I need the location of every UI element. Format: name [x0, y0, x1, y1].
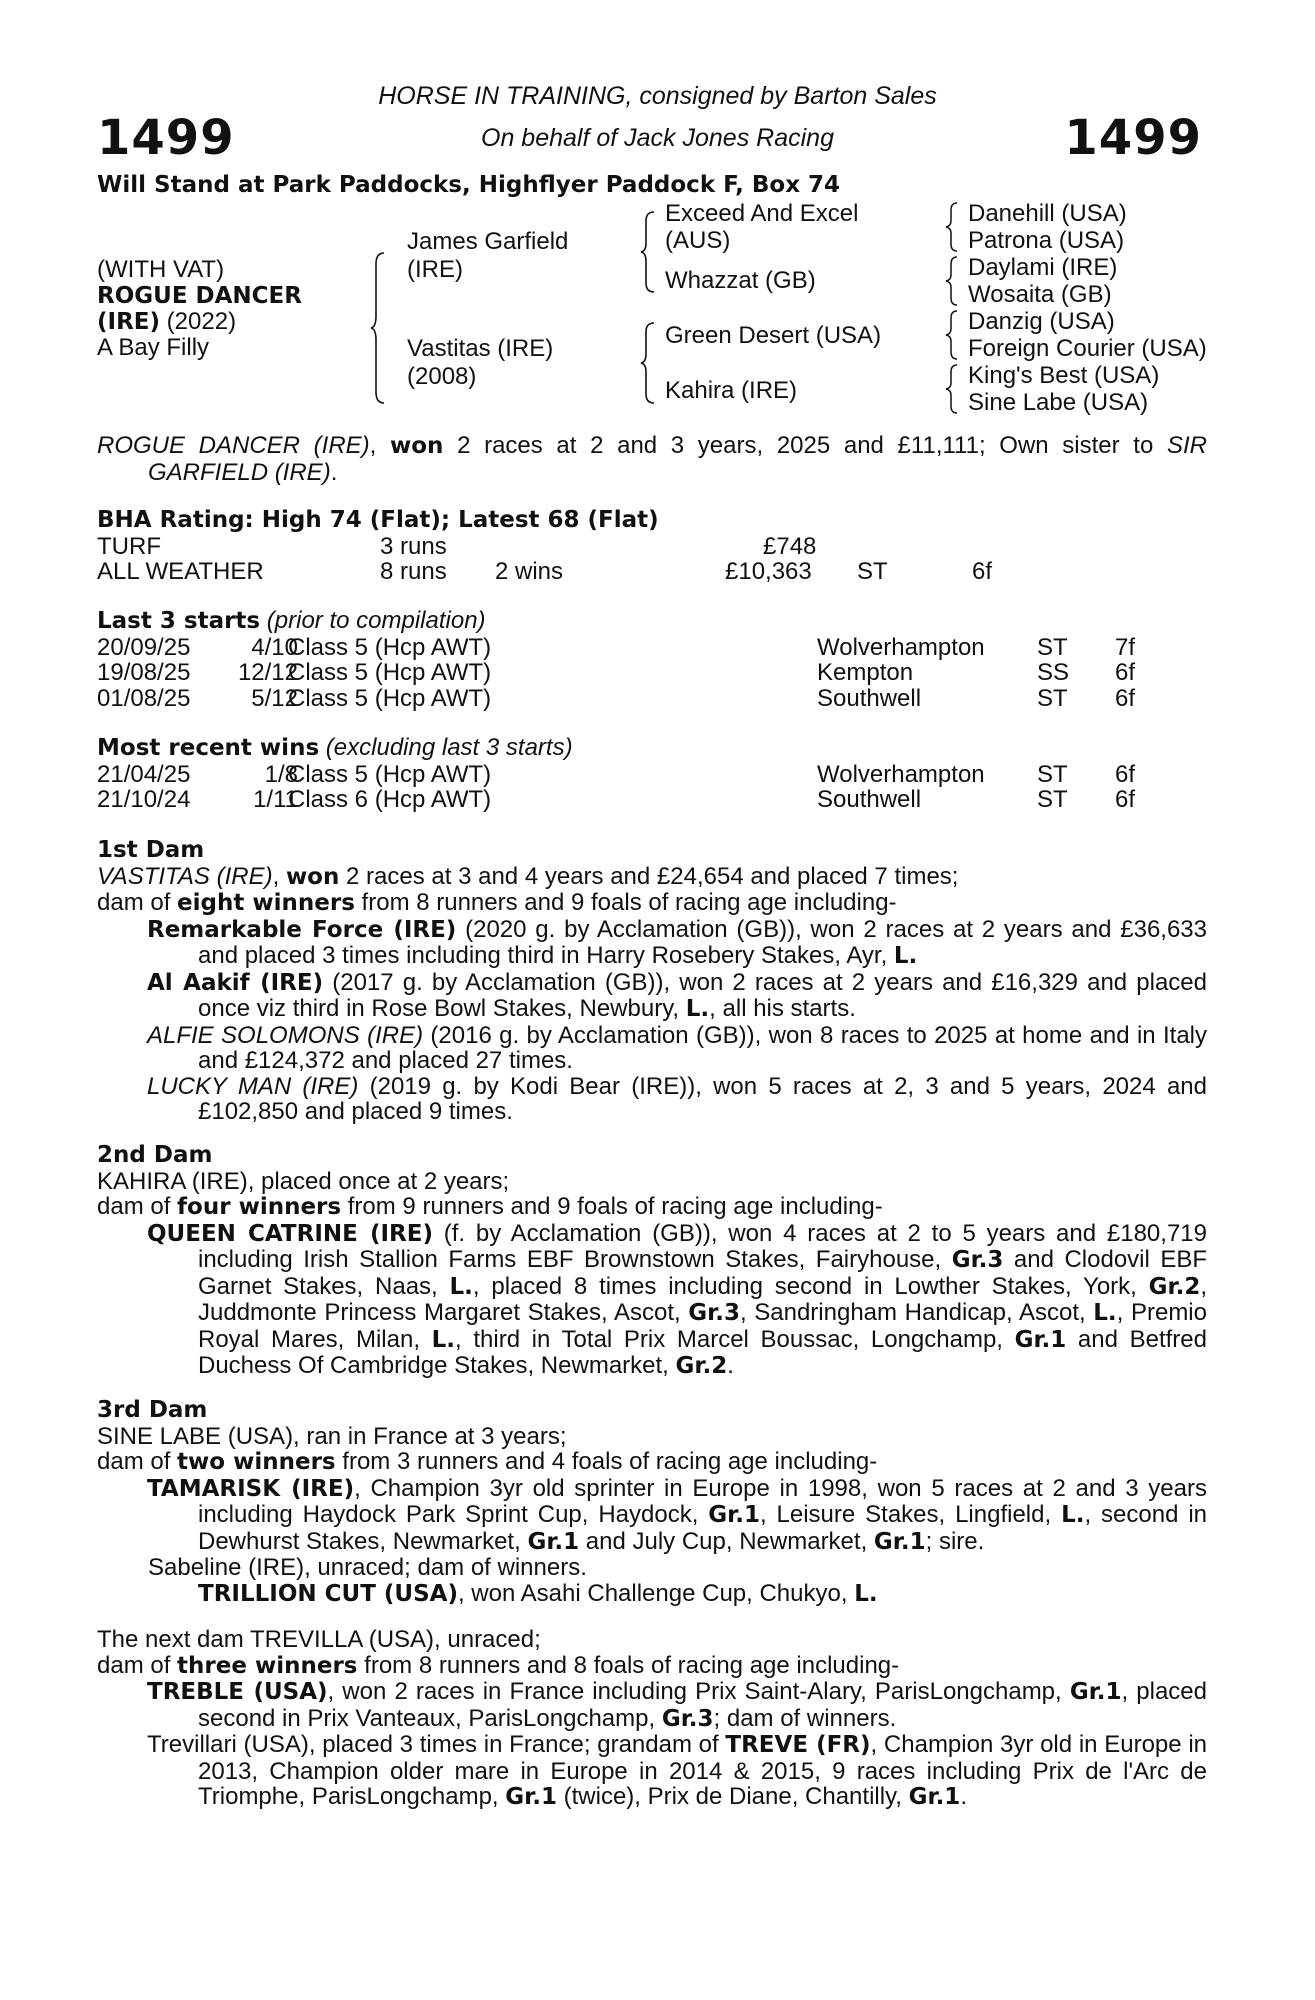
produce-record: , placed 8 times including second in Lowther Stakes, York,	[472, 1272, 1149, 1300]
summary-sister: SIR GARFIELD (IRE)	[148, 432, 1207, 486]
produce-entry	[97, 1476, 1207, 1556]
start-date: 19/08/25	[97, 659, 191, 686]
aw-runs: 8 runs	[380, 558, 447, 585]
dam-of-label: dam of	[97, 889, 178, 916]
start-class: Class 5 (Hcp AWT)	[288, 659, 492, 686]
last-starts-heading: Last 3 starts	[97, 608, 261, 634]
dam-of-label: dam of	[97, 1193, 178, 1220]
produce-record-end: ; sire.	[925, 1527, 985, 1555]
win-going: ST	[1037, 760, 1068, 788]
first-dam-section	[97, 838, 1207, 1125]
grade-label: Gr.1	[708, 1502, 760, 1528]
produce-record: and July Cup, Newmarket,	[579, 1527, 874, 1555]
aw-distance: 6f	[972, 558, 993, 585]
ancestor-4: Wosaita (GB)	[968, 281, 1112, 308]
grade-label: Gr.1	[527, 1528, 580, 1555]
start-distance: 6f	[1115, 684, 1136, 712]
next-dam-record: The next dam TREVILLA (USA), unraced;	[97, 1626, 541, 1653]
third-dam-section	[97, 1398, 1207, 1607]
start-course: Southwell	[817, 684, 922, 712]
win-course: Wolverhampton	[817, 760, 985, 788]
start-going: ST	[1037, 684, 1068, 712]
listed-label: L.	[431, 1326, 456, 1353]
start-class: Class 5 (Hcp AWT)	[288, 684, 492, 712]
winners-count: three winners	[177, 1652, 358, 1679]
grade-label: Gr.3	[951, 1247, 1004, 1273]
summary-horse-name: ROGUE DANCER (IRE)	[97, 432, 370, 459]
produce-record: , won 2 races in France including Prix Saint-Alary, ParisLongchamp,	[327, 1678, 1070, 1705]
start-row	[97, 686, 1207, 712]
listed-label: L.	[449, 1273, 473, 1300]
ancestor-3: Daylami (IRE)	[968, 254, 1118, 281]
produce-name: QUEEN CATRINE (IRE)	[147, 1220, 433, 1247]
ancestor-6: Foreign Courier (USA)	[968, 335, 1207, 362]
win-class: Class 6 (Hcp AWT)	[288, 786, 492, 813]
dam-dam-name: Kahira (IRE)	[665, 377, 798, 404]
grade-label: Gr.3	[661, 1705, 714, 1732]
produce-record-end: , all his starts.	[709, 995, 856, 1022]
turf-runs: 3 runs	[380, 532, 447, 560]
produce-record: (2017 g. by Acclamation (GB)), won 2 races at 2 years and £16,329 and placed once viz third in Rose Bowl Stakes, Newbury,	[198, 968, 1207, 1022]
dam-of-label: dam of	[97, 1448, 178, 1475]
vat-label: (WITH VAT)	[97, 256, 225, 283]
win-distance: 6f	[1115, 786, 1136, 813]
ratings-row-turf	[97, 534, 1207, 560]
pedigree-brace-1	[370, 252, 386, 404]
pedigree-brace-7	[945, 364, 959, 414]
produce-name: LUCKY MAN (IRE)	[147, 1072, 359, 1100]
produce-record: , Champion 3yr old in Europe in 2013, Champion older mare in Europe in 2014 & 2015, 9 races including Prix de l'Arc de Triomphe, ParisLongchamp,	[198, 1731, 1207, 1810]
second-dam-section	[97, 1143, 1207, 1380]
start-distance: 7f	[1115, 633, 1136, 661]
win-row	[97, 762, 1207, 788]
produce-name: Remarkable Force (IRE)	[147, 916, 457, 943]
produce-entry	[97, 1221, 1207, 1380]
winners-count: four winners	[177, 1194, 342, 1220]
win-distance: 6f	[1115, 760, 1136, 788]
ancestor-1: Danehill (USA)	[968, 200, 1127, 227]
recent-wins-note: (excluding last 3 starts)	[319, 734, 573, 761]
summary-end: .	[330, 458, 338, 486]
next-dam-section	[97, 1627, 1207, 1811]
start-row	[97, 660, 1207, 686]
lot-number-left: 1499	[97, 110, 235, 166]
turf-surface: TURF	[97, 532, 161, 560]
win-position: 1/8	[264, 760, 298, 788]
pedigree-brace-2	[640, 211, 656, 293]
start-course: Wolverhampton	[817, 633, 985, 661]
grade-label: Gr.1	[873, 1528, 926, 1555]
pedigree-brace-6	[945, 310, 959, 360]
start-distance: 6f	[1115, 659, 1136, 686]
ancestor-8: Sine Labe (USA)	[968, 389, 1149, 416]
grade-label: Gr.3	[688, 1300, 740, 1326]
recent-wins-section	[97, 735, 1207, 813]
produce-entry	[97, 1023, 1207, 1074]
horse-year: (2022)	[160, 308, 237, 335]
produce-summary: from 3 runners and 4 foals of racing age including-	[335, 1448, 878, 1475]
sire-name: James Garfield	[407, 228, 569, 255]
produce-record: (twice), Prix de Diane, Chantilly,	[556, 1783, 909, 1810]
aw-prize: £10,363	[725, 558, 812, 585]
listed-label: L.	[893, 943, 918, 969]
winners-count: eight winners	[177, 890, 355, 916]
produce-entry	[97, 1732, 1207, 1811]
start-position: 5/12	[251, 684, 298, 712]
second-dam-record: KAHIRA (IRE), placed once at 2 years;	[97, 1167, 510, 1195]
third-dam-record: SINE LABE (USA), ran in France at 3 years;	[97, 1422, 567, 1450]
start-class: Class 5 (Hcp AWT)	[288, 633, 492, 661]
consignment-subtitle: On behalf of Jack Jones Racing	[481, 124, 834, 152]
produce-record: Trevillari (USA), placed 3 times in France; grandam of	[147, 1731, 726, 1758]
listed-label: L.	[685, 996, 710, 1022]
ratings-heading: BHA Rating: High 74 (Flat); Latest 68 (Flat)	[97, 507, 659, 533]
produce-record: , Champion 3yr old sprinter in Europe in 1998, won 5 races at 2 and 3 years including Haydock Park Sprint Cup, Haydock,	[198, 1474, 1207, 1528]
lot-number-right: 1499	[1064, 110, 1202, 166]
sire-sire-country: (AUS)	[665, 227, 731, 254]
start-position: 12/12	[237, 659, 298, 686]
win-going: ST	[1037, 786, 1068, 813]
grade-label: Gr.1	[908, 1784, 961, 1810]
produce-entry	[97, 917, 1207, 970]
pedigree-brace-4	[945, 202, 959, 252]
pedigree-brace-3	[640, 322, 656, 404]
produce-record: (2016 g. by Acclamation (GB)), won 8 races to 2025 at home and in Italy and £124,372 and placed 27 times.	[198, 1021, 1207, 1074]
race-summary: ROGUE DANCER (IRE), won 2 races at 2 and 3 years, 2025 and £11,111; Own sister to SIR GARFIELD (IRE).	[97, 432, 1207, 486]
dam-name: Vastitas (IRE)	[407, 335, 554, 362]
produce-record-end: ; dam of winners.	[713, 1704, 897, 1732]
listed-label: L.	[1093, 1300, 1117, 1326]
start-course: Kempton	[817, 659, 914, 686]
start-date: 20/09/25	[97, 633, 191, 661]
consignment-title: HORSE IN TRAINING, consigned by Barton Sales	[378, 82, 937, 110]
horse-suffix: (IRE)	[97, 309, 161, 335]
grand-produce-entry	[97, 1581, 1207, 1608]
grade-label: Gr.2	[1148, 1273, 1201, 1300]
separator: ,	[272, 862, 286, 890]
aw-going: ST	[857, 558, 888, 585]
produce-record: , won Asahi Challenge Cup, Chukyo,	[457, 1579, 855, 1607]
dam-of-label: dam of	[97, 1651, 178, 1679]
last-starts-section	[97, 608, 1207, 711]
sire-sire-name: Exceed And Excel	[665, 200, 859, 227]
grade-label: Gr.2	[675, 1353, 728, 1379]
produce-record: , Premio Royal Mares, Milan,	[198, 1299, 1207, 1353]
sire-dam-name: Whazzat (GB)	[665, 267, 816, 294]
start-going: SS	[1037, 659, 1070, 686]
produce-record: , placed second in Prix Vanteaux, ParisLongchamp,	[198, 1678, 1207, 1732]
produce-entry	[97, 970, 1207, 1023]
ancestor-7: King's Best (USA)	[968, 362, 1160, 389]
win-date: 21/10/24	[97, 786, 191, 813]
summary-won: won	[389, 433, 444, 459]
produce-record-end: .	[960, 1783, 967, 1810]
second-dam-heading: 2nd Dam	[97, 1142, 213, 1168]
produce-entry	[97, 1679, 1207, 1732]
produce-name: TREBLE (USA)	[147, 1679, 328, 1705]
ratings-row-aw	[97, 559, 1207, 585]
ancestor-2: Patrona (USA)	[968, 227, 1125, 254]
first-dam-record: 2 races at 3 and 4 years and £24,654 and placed 7 times;	[339, 862, 959, 890]
aw-wins: 2 wins	[495, 558, 564, 585]
ratings-section	[97, 508, 1207, 585]
recent-wins-heading: Most recent wins	[97, 735, 320, 761]
grade-label: Gr.1	[1014, 1326, 1067, 1353]
win-course: Southwell	[817, 786, 922, 813]
third-dam-heading: 3rd Dam	[97, 1397, 208, 1423]
start-going: ST	[1037, 633, 1068, 661]
win-row	[97, 787, 1207, 813]
start-row	[97, 635, 1207, 661]
grade-label: Gr.1	[505, 1784, 557, 1810]
last-starts-note: (prior to compilation)	[260, 607, 486, 634]
produce-record: (2019 g. by Kodi Bear (IRE)), won 5 races at 2, 3 and 5 years, 2024 and £102,850 and placed 9 times.	[198, 1072, 1207, 1125]
pedigree-brace-5	[945, 256, 959, 306]
winners-count: two winners	[177, 1449, 336, 1475]
win-class: Class 5 (Hcp AWT)	[288, 760, 492, 788]
produce-entry: Sabeline (IRE), unraced; dam of winners.	[148, 1554, 587, 1581]
produce-name: Al Aakif (IRE)	[147, 969, 324, 996]
produce-record: , second in Dewhurst Stakes, Newmarket,	[198, 1501, 1208, 1555]
produce-record: , third in Total Prix Marcel Boussac, Longchamp,	[455, 1325, 1015, 1353]
produce-record-end: .	[727, 1352, 734, 1379]
first-dam-name: VASTITAS (IRE)	[97, 862, 273, 890]
stand-location: Will Stand at Park Paddocks, Highflyer Paddock F, Box 74	[97, 172, 841, 198]
produce-name: TREVE (FR)	[725, 1732, 871, 1758]
first-dam-heading: 1st Dam	[97, 837, 205, 863]
produce-name: ALFIE SOLOMONS (IRE)	[147, 1021, 424, 1049]
grade-label: Gr.1	[1069, 1679, 1122, 1705]
ancestor-5: Danzig (USA)	[968, 308, 1115, 335]
turf-prize: £748	[763, 532, 817, 560]
produce-name: TAMARISK (IRE)	[147, 1475, 355, 1502]
produce-record: , Sandringham Handicap, Ascot,	[739, 1299, 1094, 1326]
win-position: 1/11	[253, 786, 298, 813]
listed-label: L.	[854, 1580, 878, 1607]
dam-year: (2008)	[407, 363, 477, 390]
won-label: won	[285, 863, 340, 890]
dam-sire-name: Green Desert (USA)	[665, 322, 882, 349]
listed-label: L.	[1061, 1502, 1085, 1528]
sire-country: (IRE)	[407, 256, 463, 283]
horse-name-line2	[97, 309, 236, 335]
produce-entry	[97, 1074, 1207, 1125]
produce-summary: from 8 runners and 9 foals of racing age including-	[354, 889, 897, 916]
produce-record: , Juddmonte Princess Margaret Stakes, Ascot,	[198, 1272, 1207, 1326]
horse-description: A Bay Filly	[97, 334, 210, 361]
summary-text: 2 races at 2 and 3 years, 2025 and £11,111; Own sister to	[443, 432, 1167, 459]
start-date: 01/08/25	[97, 684, 191, 712]
produce-name: TRILLION CUT (USA)	[198, 1580, 458, 1607]
win-date: 21/04/25	[97, 760, 191, 788]
produce-record: and Clodovil EBF Garnet Stakes, Naas,	[198, 1246, 1208, 1300]
aw-surface: ALL WEATHER	[97, 558, 264, 585]
produce-record: (f. by Acclamation (GB)), won 4 races at 2 to 5 years and £180,719 including Irish Stallion Farms EBF Brownstown Stakes, Fairyhouse,	[198, 1219, 1207, 1273]
produce-record: and Betfred Duchess Of Cambridge Stakes, Newmarket,	[198, 1325, 1207, 1379]
produce-summary: from 8 runners and 8 foals of racing age including-	[357, 1651, 900, 1679]
produce-record: (2020 g. by Acclamation (GB)), won 2 races at 2 years and £36,633 and placed 3 times including third in Harry Rosebery Stakes, Ayr,	[198, 915, 1207, 969]
start-position: 4/10	[251, 633, 298, 661]
produce-record: , Leisure Stakes, Lingfield,	[759, 1501, 1062, 1528]
produce-summary: from 9 runners and 9 foals of racing age including-	[341, 1193, 883, 1220]
horse-name: ROGUE DANCER	[97, 283, 302, 309]
